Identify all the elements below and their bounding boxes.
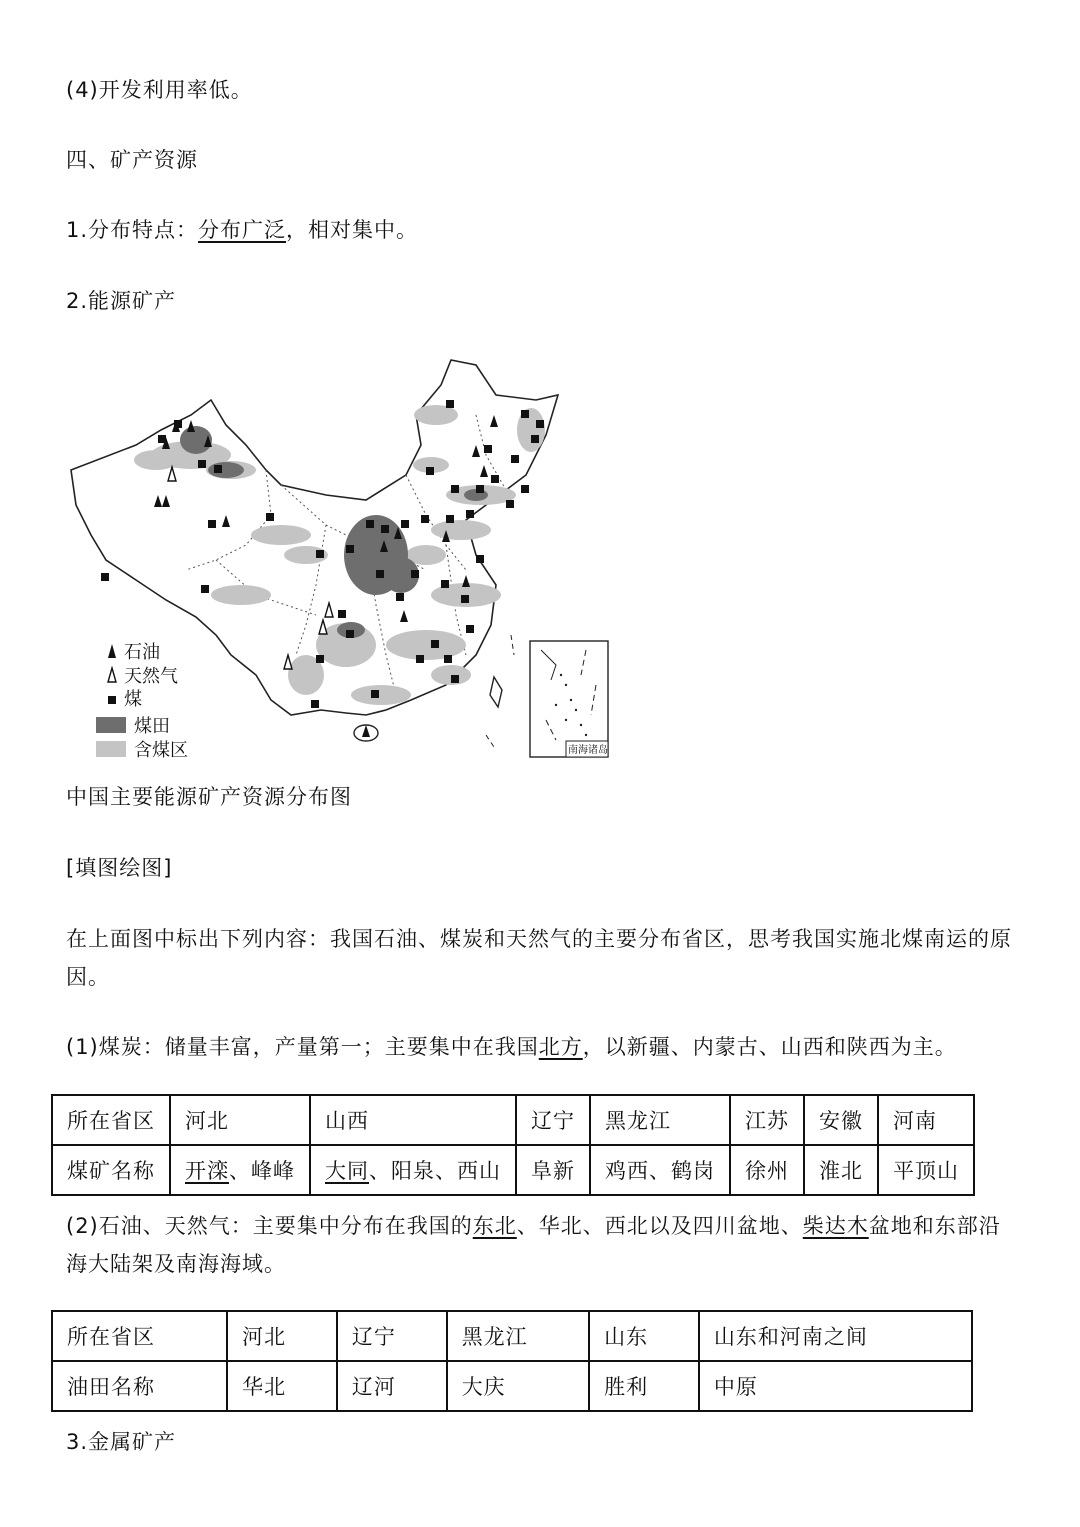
table-cell: 江苏 bbox=[730, 1095, 804, 1145]
oil-paragraph-underlined-2: 柴达木 bbox=[802, 1214, 869, 1238]
table-cell: 油田名称 bbox=[52, 1361, 227, 1411]
table-cell: 辽河 bbox=[337, 1361, 447, 1411]
table-cell: 河北 bbox=[227, 1311, 337, 1361]
china-energy-map bbox=[66, 355, 611, 765]
legend-coal-area: 含煤区 bbox=[134, 740, 188, 761]
inset-label: 南海诸岛 bbox=[568, 745, 608, 756]
energy-minerals-heading: 2.能源矿产 bbox=[66, 289, 177, 313]
metal-minerals-heading: 3.金属矿产 bbox=[66, 1430, 177, 1454]
table-cell: 山东和河南之间 bbox=[699, 1311, 972, 1361]
table-cell: 中原 bbox=[699, 1361, 972, 1411]
table-cell: 阜新 bbox=[516, 1145, 590, 1195]
table-cell: 徐州 bbox=[730, 1145, 804, 1195]
oil-paragraph-underlined-1: 东北 bbox=[472, 1214, 517, 1238]
table-cell: 河南 bbox=[878, 1095, 974, 1145]
distribution-suffix: ，相对集中。 bbox=[286, 218, 419, 242]
oil-legend-icon bbox=[108, 644, 116, 658]
table-cell: 河北 bbox=[170, 1095, 310, 1145]
coal-paragraph-pre: (1)煤炭：储量丰富，产量第一；主要集中在我国 bbox=[66, 1035, 539, 1059]
legend-coalfield: 煤田 bbox=[134, 716, 170, 737]
oil-gas-paragraph bbox=[66, 1207, 1016, 1283]
instruction-paragraph: 在上面图中标出下列内容：我国石油、煤炭和天然气的主要分布省区，思考我国实施北煤南运的原因。 bbox=[66, 927, 1012, 989]
table-cell: 平顶山 bbox=[878, 1145, 974, 1195]
oil-paragraph-pre: (2)石油、天然气：主要集中分布在我国的 bbox=[66, 1214, 473, 1238]
distribution-prefix: 1.分布特点： bbox=[66, 218, 199, 242]
table-cell: 黑龙江 bbox=[590, 1095, 730, 1145]
table-row bbox=[52, 1311, 972, 1361]
map-caption: 中国主要能源矿产资源分布图 bbox=[66, 785, 352, 809]
coal-paragraph-post: ，以新疆、内蒙古、山西和陕西为主。 bbox=[582, 1035, 957, 1059]
coal-legend-icon bbox=[108, 696, 116, 704]
table-cell: 辽宁 bbox=[516, 1095, 590, 1145]
table-cell bbox=[310, 1145, 516, 1195]
fill-map-heading: [填图绘图] bbox=[66, 856, 173, 880]
table-cell: 大庆 bbox=[447, 1361, 589, 1411]
table-cell bbox=[170, 1145, 310, 1195]
oil-paragraph-post: 盆地和东部沿海大陆架及南海海域。 bbox=[66, 1214, 1001, 1276]
coal-paragraph bbox=[66, 1033, 957, 1061]
table-cell: 辽宁 bbox=[337, 1311, 447, 1361]
coal-area-legend-swatch bbox=[96, 741, 126, 757]
table-cell: 煤矿名称 bbox=[52, 1145, 170, 1195]
table-cell: 山东 bbox=[589, 1311, 699, 1361]
table-cell: 山西 bbox=[310, 1095, 516, 1145]
distribution-underlined: 分布广泛 bbox=[198, 218, 287, 242]
table-cell: 所在省区 bbox=[52, 1311, 227, 1361]
oilfield-table bbox=[51, 1310, 973, 1412]
map-legend bbox=[96, 642, 188, 761]
table-cell: 所在省区 bbox=[52, 1095, 170, 1145]
south-china-sea-inset bbox=[530, 641, 608, 757]
mine-rest: 、峰峰 bbox=[229, 1159, 295, 1183]
coal-mine-table bbox=[51, 1094, 975, 1196]
item-4-text: (4)开发利用率低。 bbox=[66, 78, 253, 102]
oil-paragraph-mid: 、华北、西北以及四川盆地、 bbox=[516, 1214, 803, 1238]
table-row bbox=[52, 1361, 972, 1411]
mine-underlined: 大同 bbox=[325, 1159, 369, 1183]
mine-rest: 、阳泉、西山 bbox=[369, 1159, 501, 1183]
section-heading-minerals: 四、矿产资源 bbox=[66, 148, 198, 172]
distribution-line bbox=[66, 216, 418, 244]
table-row bbox=[52, 1145, 974, 1195]
table-cell: 华北 bbox=[227, 1361, 337, 1411]
taiwan-island bbox=[490, 677, 502, 707]
gas-legend-icon bbox=[108, 668, 116, 682]
coal-paragraph-underlined: 北方 bbox=[538, 1035, 583, 1059]
table-cell: 安徽 bbox=[804, 1095, 878, 1145]
legend-oil: 石油 bbox=[124, 642, 160, 663]
legend-coal: 煤 bbox=[124, 689, 142, 710]
legend-gas: 天然气 bbox=[124, 666, 178, 687]
table-cell: 淮北 bbox=[804, 1145, 878, 1195]
coalfield-legend-swatch bbox=[96, 717, 126, 733]
table-row bbox=[52, 1095, 974, 1145]
table-cell: 胜利 bbox=[589, 1361, 699, 1411]
table-cell: 黑龙江 bbox=[447, 1311, 589, 1361]
table-cell: 鸡西、鹤岗 bbox=[590, 1145, 730, 1195]
mine-underlined: 开滦 bbox=[185, 1159, 229, 1183]
